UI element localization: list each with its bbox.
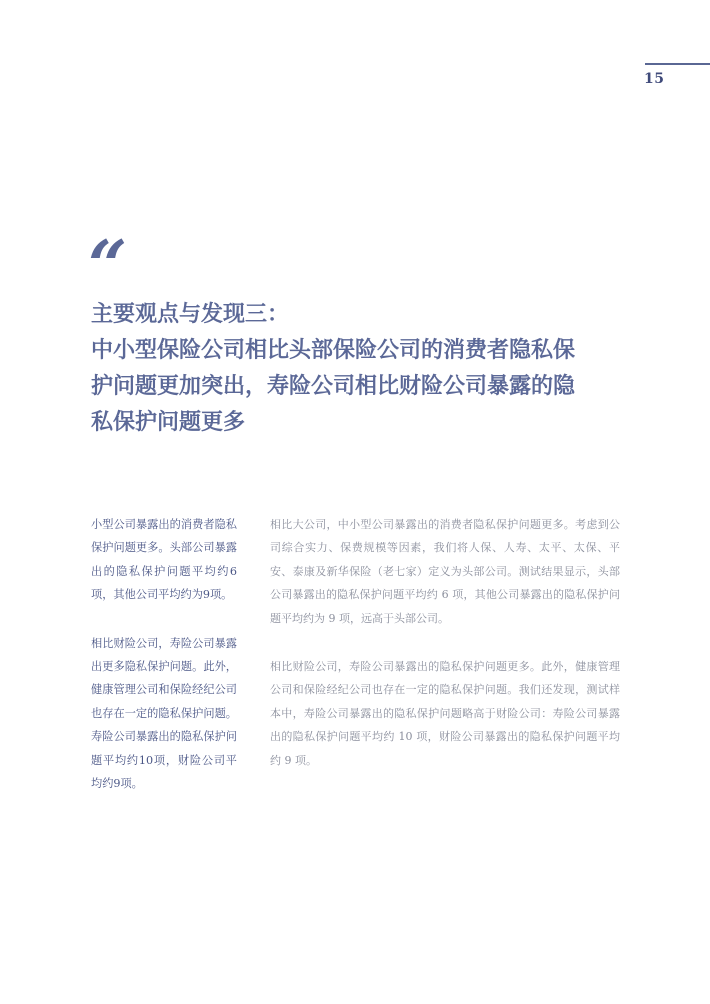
body-paragraph: 相比大公司，中小型公司暴露出的消费者隐私保护问题更多。考虑到公司综合实力、保费规模等因素，我们将人保、人寿、太平、太保、平安、泰康及新华保险（老七家）定义为头部公司。测试结果显示，头部公司暴露出的隐私保护问题平均约 6 项，其他公司暴露出的隐私保护问题平均约为 9 项，远高于头部公司。 [270,518,620,625]
quote-mark-icon: “ [88,226,128,306]
body-text [270,513,620,797]
sidebar-paragraph: 相比财险公司，寿险公司暴露出更多隐私保护问题。此外，健康管理公司和保险经纪公司也存在一定的隐私保护问题。寿险公司暴露出的隐私保护问题平均约10项，财险公司平均约9项。 [91,636,237,791]
page-number: 15 [644,71,665,87]
section-heading [91,297,631,441]
heading-line: 中小型保险公司相比头部保险公司的消费者隐私保 [91,338,576,363]
heading-line: 主要观点与发现三： [91,302,290,327]
sidebar-summary [91,513,237,820]
heading-line: 私保护问题更多 [91,410,246,435]
sidebar-paragraph: 小型公司暴露出的消费者隐私保护问题更多。头部公司暴露出的隐私保护问题平均约6项，其他公司平均约为9项。 [91,518,237,602]
body-paragraph: 相比财险公司，寿险公司暴露出的隐私保护问题更多。此外，健康管理公司和保险经纪公司也存在一定的隐私保护问题。我们还发现，测试样本中，寿险公司暴露出的隐私保护问题略高于财险公司：寿险公司暴露出的隐私保护问题平均约 10 项，财险公司暴露出的隐私保护问题平均约 9 项。 [270,660,620,767]
heading-line: 护问题更加突出，寿险公司相比财险公司暴露的隐 [91,374,576,399]
header-rule [645,63,710,65]
